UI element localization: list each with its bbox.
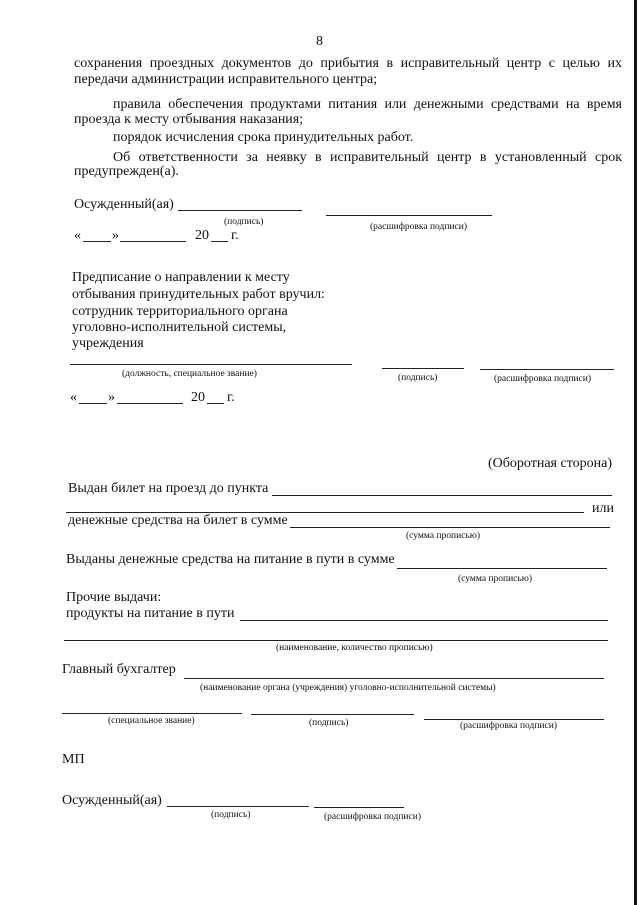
prescription-line-1: Предписание о направлении к месту <box>72 270 290 285</box>
intro-line-1: сохранения проездных документов до прибытия в исправительный центр с целью их <box>74 56 622 71</box>
prescription-line-2: отбывания принудительных работ вручил: <box>72 287 325 302</box>
stamp-label: МП <box>62 752 85 767</box>
accountant-signature-field[interactable] <box>251 714 414 715</box>
accountant-decoding-field[interactable] <box>424 719 604 720</box>
ticket-money-label: денежные средства на билет в сумме <box>68 513 288 528</box>
date-year-suffix: г. <box>231 228 239 243</box>
accountant-rank-field[interactable] <box>62 713 242 714</box>
reverse-heading: (Оборотная сторона) <box>488 456 612 471</box>
intro-line-6: Об ответственности за неявку в исправительный центр в установленный срок <box>113 150 622 165</box>
convict-signature-field-2[interactable] <box>167 806 309 807</box>
date-day-field[interactable] <box>83 241 111 242</box>
food-products-field-2[interactable] <box>64 640 608 641</box>
date-year-prefix: 20 <box>195 228 209 243</box>
convict-decoding-caption: (расшифровка подписи) <box>324 812 421 822</box>
officer-decoding-field[interactable] <box>480 369 614 370</box>
decoding-caption: (расшифровка подписи) <box>370 222 467 232</box>
date-open-quote: « <box>74 228 81 243</box>
org-caption: (наименование органа (учреждения) уголовно-исполнительной системы) <box>200 683 496 693</box>
officer-decoding-caption: (расшифровка подписи) <box>494 374 591 384</box>
intro-line-5: порядок исчисления срока принудительных работ. <box>113 130 414 145</box>
date-open-quote: « <box>70 390 77 405</box>
ticket-label: Выдан билет на проезд до пункта <box>68 481 269 496</box>
food-money-field[interactable] <box>397 568 607 569</box>
convict-label-2: Осужденный(ая) <box>62 793 162 808</box>
date-month-field[interactable] <box>120 241 186 242</box>
scan-edge <box>634 0 637 905</box>
name-qty-caption: (наименование, количество прописью) <box>276 643 433 653</box>
date-year-field[interactable] <box>207 403 224 404</box>
ticket-destination-field[interactable] <box>272 495 612 496</box>
convict-decoding-field-2[interactable] <box>314 807 404 808</box>
prescription-line-5: учреждения <box>72 336 144 351</box>
date-day-field[interactable] <box>79 403 107 404</box>
position-caption: (должность, специальное звание) <box>122 369 257 379</box>
accountant-decoding-caption: (расшифровка подписи) <box>460 721 557 731</box>
date-year-suffix: г. <box>227 390 235 405</box>
convict-label: Осужденный(ая) <box>74 197 174 212</box>
date-month-field[interactable] <box>117 403 183 404</box>
intro-line-3: правила обеспечения продуктами питания или денежными средствами на время <box>113 97 622 112</box>
rank-caption: (специальное звание) <box>108 716 195 726</box>
sum-caption: (сумма прописью) <box>458 574 532 584</box>
date-year-field[interactable] <box>211 241 228 242</box>
sum-caption: (сумма прописью) <box>406 531 480 541</box>
other-issues-label: Прочие выдачи: <box>66 590 162 605</box>
intro-line-2: передачи администрации исправительного центра; <box>74 72 378 87</box>
ticket-money-field[interactable] <box>290 527 610 528</box>
food-products-field[interactable] <box>240 620 608 621</box>
convict-signature-caption: (подпись) <box>211 810 251 820</box>
or-label: или <box>592 501 614 516</box>
date-close-quote: » <box>112 228 119 243</box>
intro-line-7: предупрежден(а). <box>74 164 179 179</box>
date-close-quote: » <box>108 390 115 405</box>
accountant-label: Главный бухгалтер <box>62 662 176 677</box>
convict-decoding-field[interactable] <box>326 215 492 216</box>
accountant-signature-caption: (подпись) <box>309 718 349 728</box>
signature-caption: (подпись) <box>224 217 264 227</box>
accountant-org-field[interactable] <box>184 678 604 679</box>
page-number: 8 <box>316 34 323 49</box>
officer-position-field[interactable] <box>70 364 352 365</box>
officer-signature-caption: (подпись) <box>398 373 438 383</box>
prescription-line-4: уголовно-исполнительной системы, <box>72 320 287 335</box>
date-year-prefix: 20 <box>191 390 205 405</box>
convict-signature-field[interactable] <box>178 210 302 211</box>
prescription-line-3: сотрудник территориального органа <box>72 304 288 319</box>
food-products-label: продукты на питание в пути <box>66 606 235 621</box>
intro-line-4: проезда к месту отбывания наказания; <box>74 112 304 127</box>
officer-signature-field[interactable] <box>382 368 464 369</box>
food-money-label: Выданы денежные средства на питание в пути в сумме <box>66 552 395 567</box>
